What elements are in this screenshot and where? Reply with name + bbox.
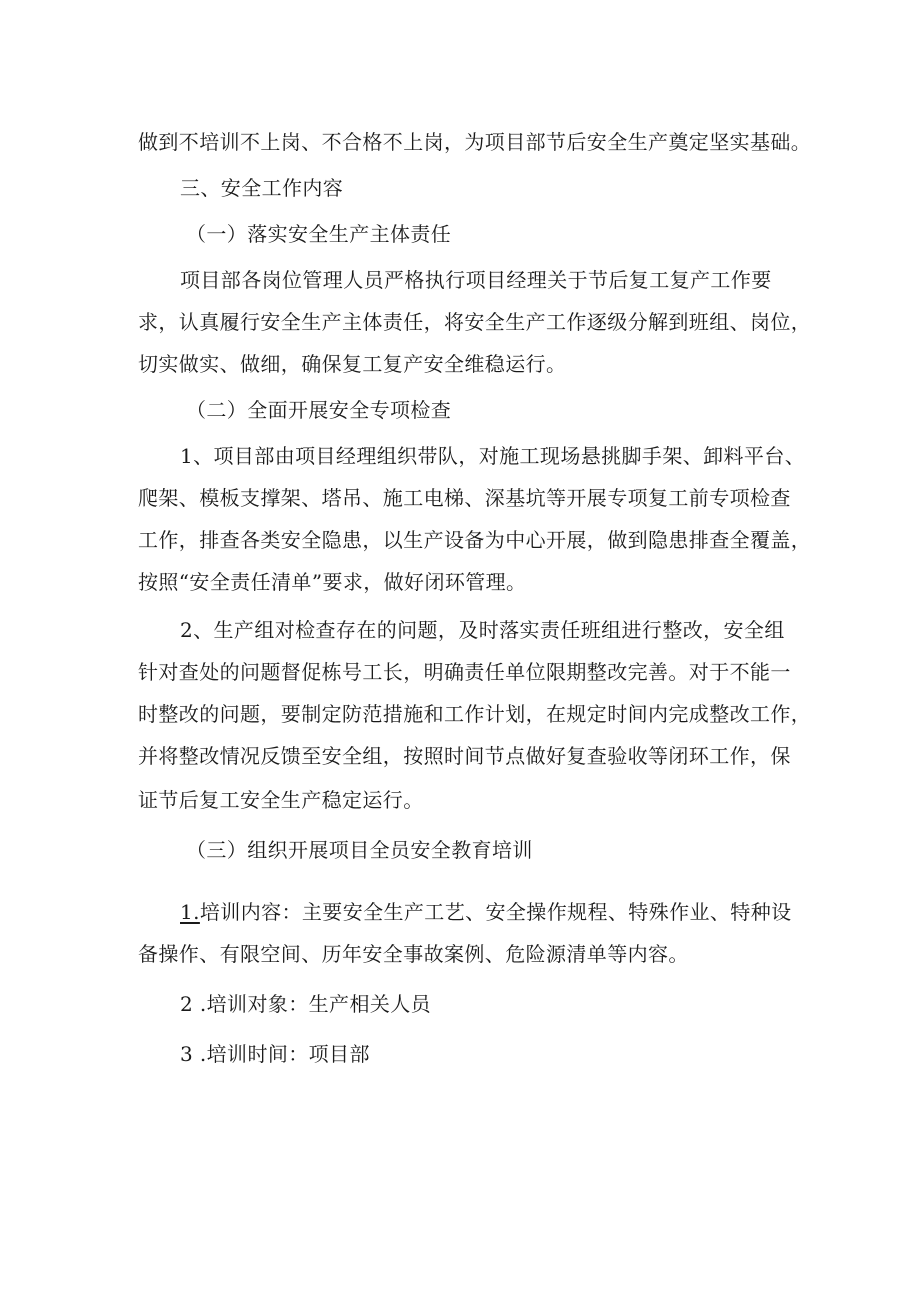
paragraph-line: 并将整改情况反馈至安全组，按照时间节点做好复查验收等闭环工作，保: [138, 744, 791, 768]
list-number: 1.: [180, 900, 200, 924]
list-item-2: 2 .培训对象：生产相关人员: [180, 992, 432, 1016]
paragraph-line: 项目部各岗位管理人员严格执行项目经理关于节后复工复产工作要: [180, 268, 772, 292]
paragraph-line: 证节后复工安全生产稳定运行。: [138, 788, 424, 812]
paragraph-line: 1、项目部由项目经理组织带队，对施工现场悬挑脚手架、卸料平台、: [180, 444, 806, 468]
subsection-heading: （一）落实安全生产主体责任: [186, 222, 452, 246]
subsection-heading: （三）组织开展项目全员安全教育培训: [186, 838, 533, 862]
list-item-text: 培训内容：主要安全生产工艺、安全操作规程、特殊作业、特种设: [199, 900, 792, 924]
subsection-heading: （二）全面开展安全专项检查: [186, 398, 452, 422]
paragraph-line: 按照“安全责任清单”要求，做好闭环管理。: [138, 570, 527, 594]
section-heading: 三、安全工作内容: [180, 176, 344, 200]
paragraph-line: 求，认真履行安全生产主体责任，将安全生产工作逐级分解到班组、岗位，: [138, 310, 812, 334]
paragraph-line: 时整改的问题，要制定防范措施和工作计划，在规定时间内完成整改工作，: [138, 702, 812, 726]
paragraph-line: 爬架、模板支撑架、塔吊、施工电梯、深基坑等开展专项复工前专项检查: [138, 486, 791, 510]
paragraph-line: 针对查处的问题督促栋号工长，明确责任单位限期整改完善。对于不能一: [138, 660, 791, 684]
paragraph-line: 切实做实、做细，确保复工复产安全维稳运行。: [138, 352, 567, 376]
paragraph-line: 备操作、有限空间、历年安全事故案例、危险源清单等内容。: [138, 942, 689, 966]
paragraph-line: 做到不培训不上岗、不合格不上岗，为项目部节后安全生产奠定坚实基础。: [138, 130, 812, 154]
list-item-3: 3 .培训时间：项目部: [180, 1042, 370, 1066]
paragraph-line: 2、生产组对检查存在的问题，及时落实责任班组进行整改，安全组: [180, 618, 785, 642]
list-item-1: [180, 898, 792, 926]
paragraph-line: 工作，排查各类安全隐患，以生产设备为中心开展，做到隐患排查全覆盖，: [138, 528, 812, 552]
